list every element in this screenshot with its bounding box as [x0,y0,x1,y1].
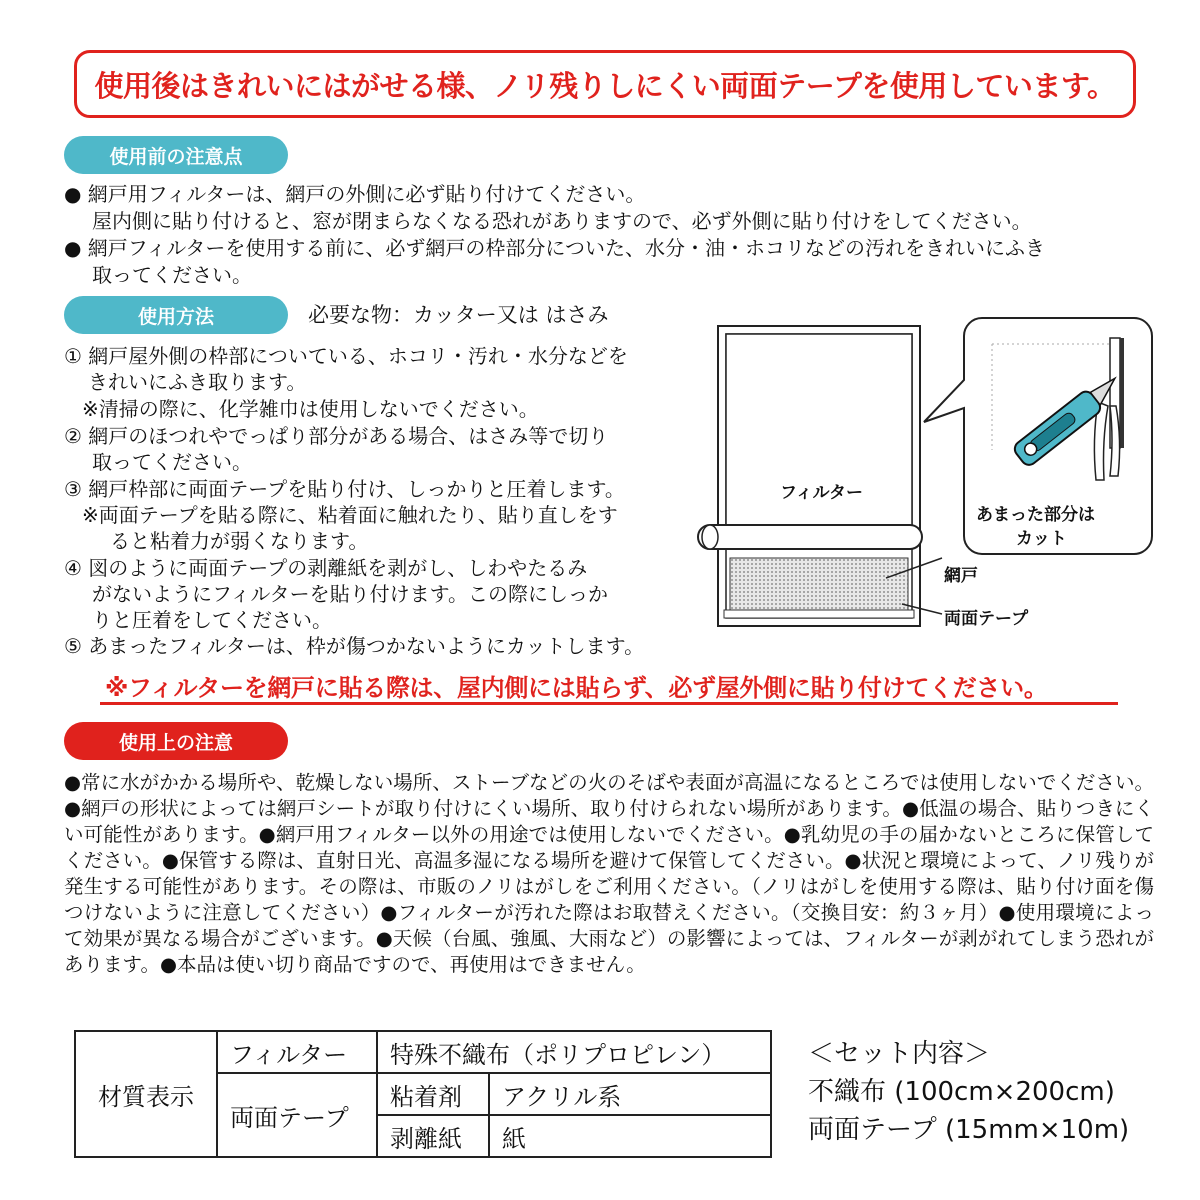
before-use-line-1: ● 網戸用フィルターは、網戸の外側に必ず貼り付けてください。 [64,182,646,206]
top-banner: 使用後はきれいにはがせる様、ノリ残りしにくい両面テープを使用しています。 [74,50,1136,118]
release-label: 剥離紙 [377,1115,489,1157]
diagram-screen-label: 網戸 [944,566,978,586]
step-4-cont: がないようにフィルターを貼り付けます。この際にしっか [92,582,608,606]
diagram-tape-label: 両面テープ [944,609,1029,629]
step-3-note-cont: ると粘着力が弱くなります。 [110,529,369,553]
installation-diagram [690,310,1170,660]
set-contents [808,1035,1129,1149]
step-5: ⑤ あまったフィルターは、枠が傷つかないようにカットします。 [64,634,645,658]
materials-header: 材質表示 [75,1031,217,1157]
set-contents-item-1: 不織布 (100cm×200cm) [808,1077,1115,1107]
how-to-heading: 使用方法 [64,296,288,334]
before-use-heading: 使用前の注意点 [64,136,288,174]
release-value: 紙 [489,1115,771,1157]
adhesive-label: 粘着剤 [377,1073,489,1115]
diagram-cut-line-2: カット [1016,529,1067,549]
step-4-cont-2: りと圧着をしてください。 [92,608,332,632]
filter-value: 特殊不織布（ポリプロピレン） [377,1031,771,1073]
cautions-text: ●常に水がかかる場所や、乾燥しない場所、ストーブなどの火のそばや表面が高温になるところでは使用しないでください。●網戸の形状によっては網戸シートが取り付けにくい場所、取り付けられない場所があります。●低温の場合、貼りつきにくい可能性があります。●網戸用フィルター以外の用途では使用しないでください。●乳幼児の手の届かないところに保管してください。●保管する際は、直射日光、高温多湿になる場所を避けて保管してください。●状況と環境によって、ノリ残りが発生する可能性があります。その際は、市販のノリはがしをご利用ください。（ノリはがしを使用する際は、貼り付け面を傷つけないように注意してください）●フィルターが汚れた際はお取替えください。（交換目安：約３ヶ月）●使用環境によって効果が異なる場合がございます。●天候（台風、強風、大雨など）の影響によっては、フィルターが剥がれてしまう恐れがあります。●本品は使い切り商品ですので、再使用はできません。 [64,771,1154,976]
before-use-line-3: ● 網戸フィルターを使用する前に、必ず網戸の枠部分についた、水分・油・ホコリなどの汚れをきれいにふき [64,236,1046,260]
screen-mesh [730,558,908,614]
step-3: ③ 網戸枠部に両面テープを貼り付け、しっかりと圧着します。 [64,477,625,501]
diagram-cut-line-1: あまった部分は [976,505,1095,525]
tape-label: 両面テープ [217,1073,377,1157]
set-contents-item-2: 両面テープ (15mm×10m) [808,1115,1130,1145]
before-use-line-2: 屋内側に貼り付けると、窓が閉まらなくなる恐れがありますので、必ず外側に貼り付けをしてください。 [92,209,1032,233]
step-2: ② 網戸のほつれやでっぱり部分がある場合、はさみ等で切り [64,424,609,448]
materials-table [74,1030,772,1158]
needed-items: 必要な物：カッター又は はさみ [308,303,609,327]
tape-strip [724,610,914,618]
filter-roll [698,525,922,549]
diagram-filter-label: フィルター [780,483,863,503]
filter-label: フィルター [217,1031,377,1073]
cautions-heading: 使用上の注意 [64,722,288,760]
step-1-cont: きれいにふき取ります。 [88,370,307,394]
filter-sheet [726,334,912,544]
set-contents-title: ＜セット内容＞ [808,1039,991,1069]
before-use-line-4: 取ってください。 [92,263,252,287]
warning-underline [100,702,1118,705]
outdoor-warning: ※フィルターを網戸に貼る際は、屋内側には貼らず、必ず屋外側に貼り付けてください。 [105,674,1048,702]
step-3-note: ※両面テープを貼る際に、粘着面に触れたり、貼り直しをす [82,503,618,527]
step-2-cont: 取ってください。 [92,450,252,474]
adhesive-value: アクリル系 [489,1073,771,1115]
step-1: ① 網戸屋外側の枠部についている、ホコリ・汚れ・水分などを [64,344,628,368]
step-4: ④ 図のように両面テープの剥離紙を剥がし、しわやたるみ [64,556,588,580]
step-1-note: ※清掃の際に、化学雑巾は使用しないでください。 [82,397,539,421]
